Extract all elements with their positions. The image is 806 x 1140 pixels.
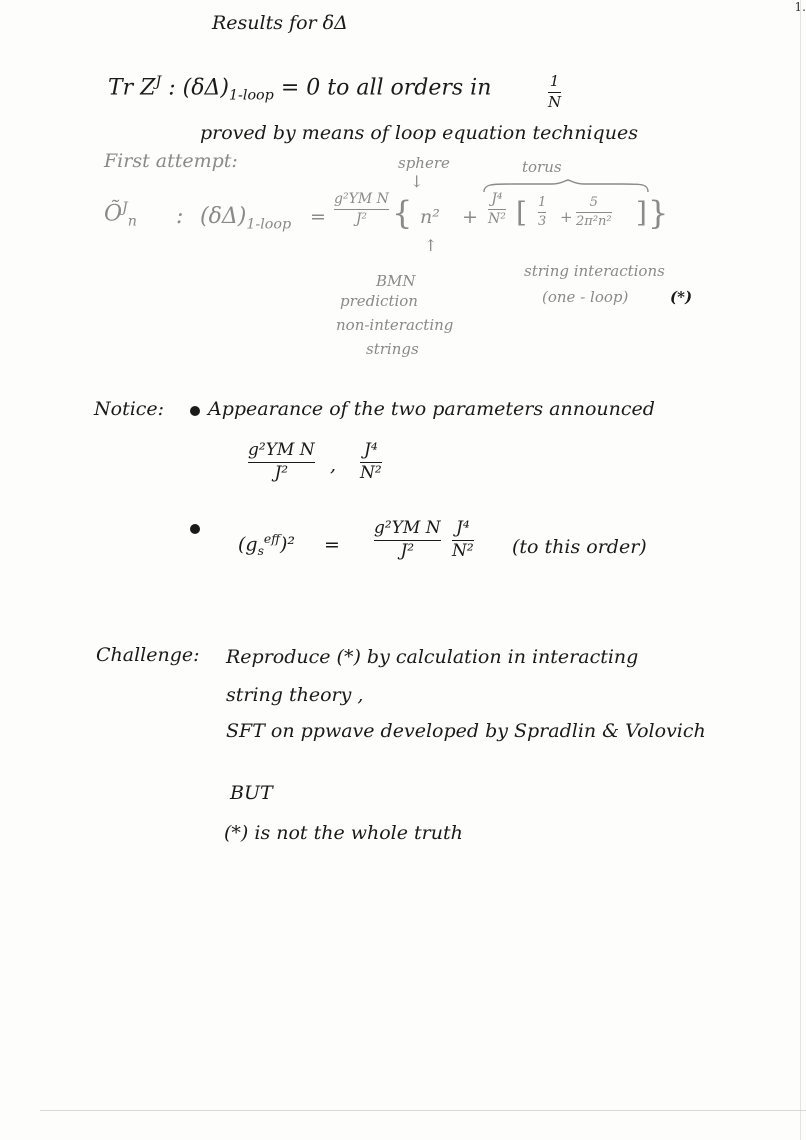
bullet-dot-2	[190, 524, 200, 534]
third-numerator: 1	[538, 195, 547, 210]
torus-denominator: N²	[488, 210, 506, 227]
tr-lhs-sup: J	[155, 74, 162, 90]
gs-fraction-two	[452, 520, 474, 561]
gs-sub: s	[257, 544, 264, 559]
notice-point-1: Appearance of the two parameters announced	[208, 398, 655, 420]
tr-delta: (δΔ)	[182, 75, 229, 101]
third-fraction	[538, 196, 546, 228]
parameter-comma: ,	[330, 454, 337, 476]
gs-f1-numerator: g²YM N	[374, 518, 441, 538]
page-bottom-line	[40, 1110, 806, 1111]
gs-f1-denominator: J²	[400, 540, 415, 561]
coupling-bar	[334, 209, 389, 210]
gs-open: (g	[238, 533, 258, 556]
brace-open: {	[392, 194, 413, 232]
coupling-numerator: g²YM N	[334, 191, 389, 207]
fa-delta-sub: 1-loop	[246, 216, 292, 233]
operator-sub: n	[127, 213, 137, 230]
param2-denominator: N²	[360, 462, 382, 483]
bracket-open: [	[516, 196, 527, 229]
challenge-but: BUT	[230, 782, 273, 804]
third-denominator: 3	[538, 213, 547, 229]
first-attempt-equals: =	[310, 206, 326, 228]
bmn-line-2: prediction	[340, 292, 418, 310]
proof-note: proved by means of loop equation techniques	[200, 122, 638, 144]
arrow-down-icon: ↓	[410, 172, 424, 191]
challenge-line-1: Reproduce (*) by calculation in interacting	[226, 646, 639, 668]
five-bar	[576, 212, 612, 213]
operator-symbol: Õ	[104, 201, 123, 227]
arrow-up-icon: ↑	[424, 236, 438, 255]
fa-delta: (δΔ)	[200, 204, 247, 229]
bullet-dot-1	[190, 406, 200, 416]
parameter-two-fraction	[360, 442, 382, 483]
torus-fraction	[488, 192, 506, 226]
five-denominator: 2π²n²	[576, 213, 612, 229]
label-torus: torus	[522, 158, 562, 176]
five-fraction	[576, 196, 612, 228]
parameter-one-fraction	[248, 442, 315, 483]
challenge-label: Challenge:	[96, 644, 200, 666]
label-sphere: sphere	[398, 154, 450, 172]
coupling-denominator: J²	[355, 210, 368, 227]
param1-numerator: g²YM N	[248, 440, 315, 460]
tr-colon: :	[168, 75, 176, 101]
param2-numerator: J⁴	[364, 440, 378, 460]
torus-bar	[488, 209, 506, 210]
one-over-n-fraction	[548, 74, 561, 111]
challenge-last-line: (*) is not the whole truth	[224, 822, 463, 844]
challenge-line-2: string theory ,	[226, 684, 364, 706]
page-corner-mark: 1.	[794, 0, 806, 14]
page-edge-line	[800, 0, 801, 1140]
gs-f2-numerator: J⁴	[456, 518, 470, 538]
torus-numerator: J⁴	[491, 191, 503, 207]
tr-lhs: Tr Z	[108, 75, 156, 101]
fraction-denominator: N	[548, 92, 562, 111]
torus-overbrace	[482, 180, 650, 194]
effective-coupling-equals: =	[324, 534, 340, 556]
plus-sign-2: +	[560, 208, 573, 226]
string-line-1: string interactions	[524, 262, 665, 280]
param1-denominator: J²	[274, 462, 289, 483]
fraction-numerator: 1	[549, 72, 560, 90]
bracket-close: ]	[636, 196, 647, 229]
gs-sup: eff	[263, 532, 280, 546]
star-marker: (*)	[670, 288, 693, 306]
first-attempt-delta	[200, 204, 291, 232]
page-title: Results for δΔ	[212, 12, 348, 34]
gs-close: )²	[279, 533, 296, 556]
first-attempt-colon: :	[176, 204, 184, 229]
tr-equals-zero: = 0 to all orders in	[280, 75, 492, 101]
n-squared: n²	[420, 206, 440, 228]
plus-sign-1: +	[462, 206, 478, 228]
order-note: (to this order)	[512, 536, 647, 558]
bmn-line-3: non-interacting	[336, 316, 454, 334]
operator-sup: J	[122, 200, 128, 216]
gs-fraction-one	[374, 520, 441, 561]
first-attempt-heading: First attempt:	[104, 150, 238, 172]
notice-label: Notice:	[94, 398, 165, 420]
third-bar	[538, 212, 546, 213]
challenge-line-3: SFT on ppwave developed by Spradlin & Volovich	[226, 720, 706, 742]
string-line-2: (one - loop)	[542, 288, 629, 306]
bmn-line-1: BMN	[376, 272, 416, 290]
five-numerator: 5	[589, 195, 598, 210]
operator-o-tilde	[104, 200, 137, 230]
gs-f2-denominator: N²	[452, 540, 474, 561]
coupling-fraction	[334, 192, 389, 226]
brace-close: }	[648, 194, 669, 232]
bmn-line-4: strings	[366, 340, 419, 358]
effective-coupling-lhs	[238, 532, 295, 558]
tr-line	[108, 74, 491, 104]
tr-delta-sub: 1-loop	[228, 87, 274, 104]
